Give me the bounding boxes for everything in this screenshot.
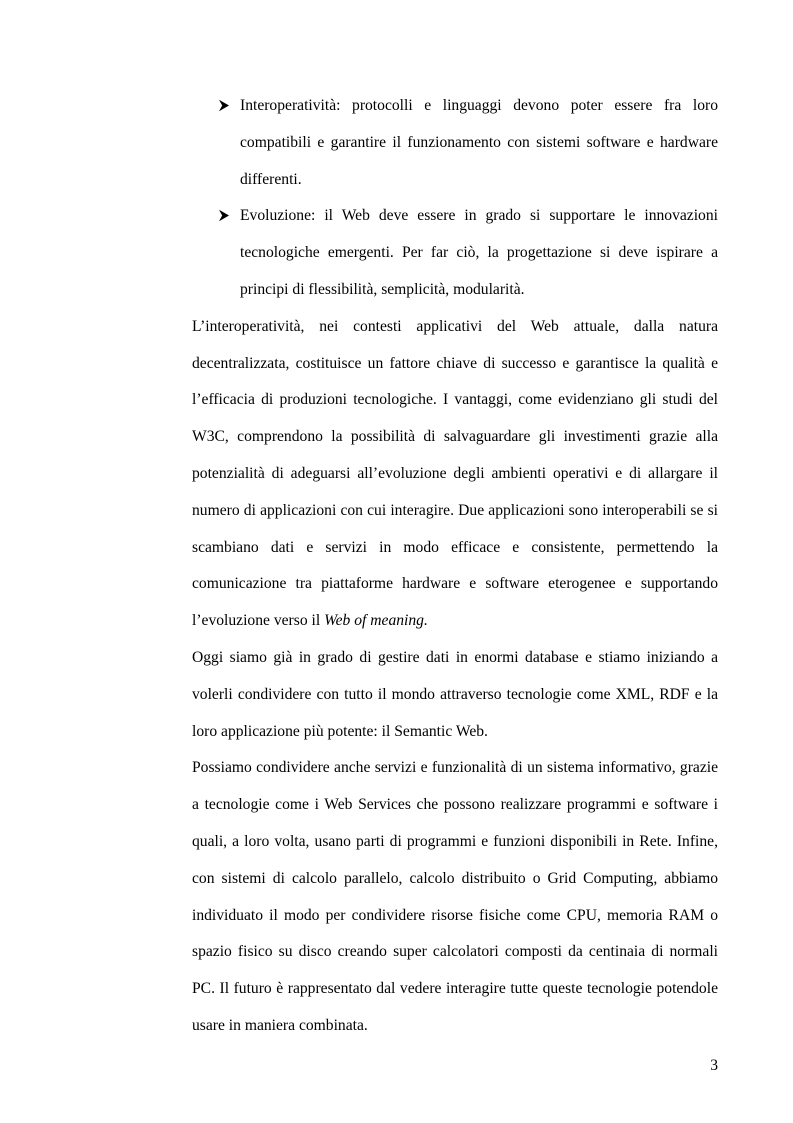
bullet-item-interoperability: [192, 88, 718, 198]
page-number: 3: [710, 1057, 718, 1074]
paragraph-text: L’interoperatività, nei contesti applicativi del Web attuale, dalla natura decentralizzata, costituisce un fattore chiave di successo e garantisce la qualità e l’efficacia di produzioni tecnologiche. I vantaggi, come evidenziano gli studi del W3C, comprendono la possibilità di salvaguardare gli investimenti grazie alla potenzialità di adeguarsi all’evoluzione degli ambienti operativi e di allargare il numero di applicazioni con cui interagire. Due applicazioni sono interoperabili se si scambiano dati e servizi in modo efficace e consistente, permettendo la comunicazione tra piattaforme hardware e software eterogenee e supportando l’evoluzione verso il: [192, 317, 718, 630]
paragraph-semantic-web: Oggi siamo già in grado di gestire dati in enormi database e stiamo iniziando a volerli condividere con tutto il mondo attraverso tecnologie come XML, RDF e la loro applicazione più potente: il Semantic Web.: [192, 648, 718, 740]
italic-term-web-of-meaning: Web of meaning.: [324, 612, 428, 630]
bullet-item-evolution: [192, 198, 718, 308]
bullet-text: Interoperatività: protocolli e linguaggi devono poter essere fra loro compatibili e garantire il funzionamento con sistemi software e hardware differenti.: [240, 97, 718, 188]
page-body: [192, 88, 718, 1045]
bullet-text: Evoluzione: il Web deve essere in grado si supportare le innovazioni tecnologiche emergenti. Per far ciò, la progettazione si deve ispirare a principi di flessibilità, semplicità, modularità.: [240, 207, 718, 298]
arrowhead-bullet-icon: [218, 88, 232, 125]
paragraph-interoperability: [192, 309, 718, 640]
paragraph-web-services: Possiamo condividere anche servizi e funzionalità di un sistema informativo, grazie a tecnologie come i Web Services che possono realizzare programmi e software i quali, a loro volta, usano parti di programmi e funzioni disponibili in Rete. Infine, con sistemi di calcolo parallelo, calcolo distribuito o Grid Computing, abbiamo individuato il modo per condividere risorse fisiche come CPU, memoria RAM o spazio fisico su disco creando super calcolatori composti da centinaia di normali PC. Il futuro è rappresentato dal vedere interagire tutte queste tecnologie potendole usare in maniera combinata.: [192, 759, 718, 1034]
arrowhead-bullet-icon: [218, 198, 232, 235]
